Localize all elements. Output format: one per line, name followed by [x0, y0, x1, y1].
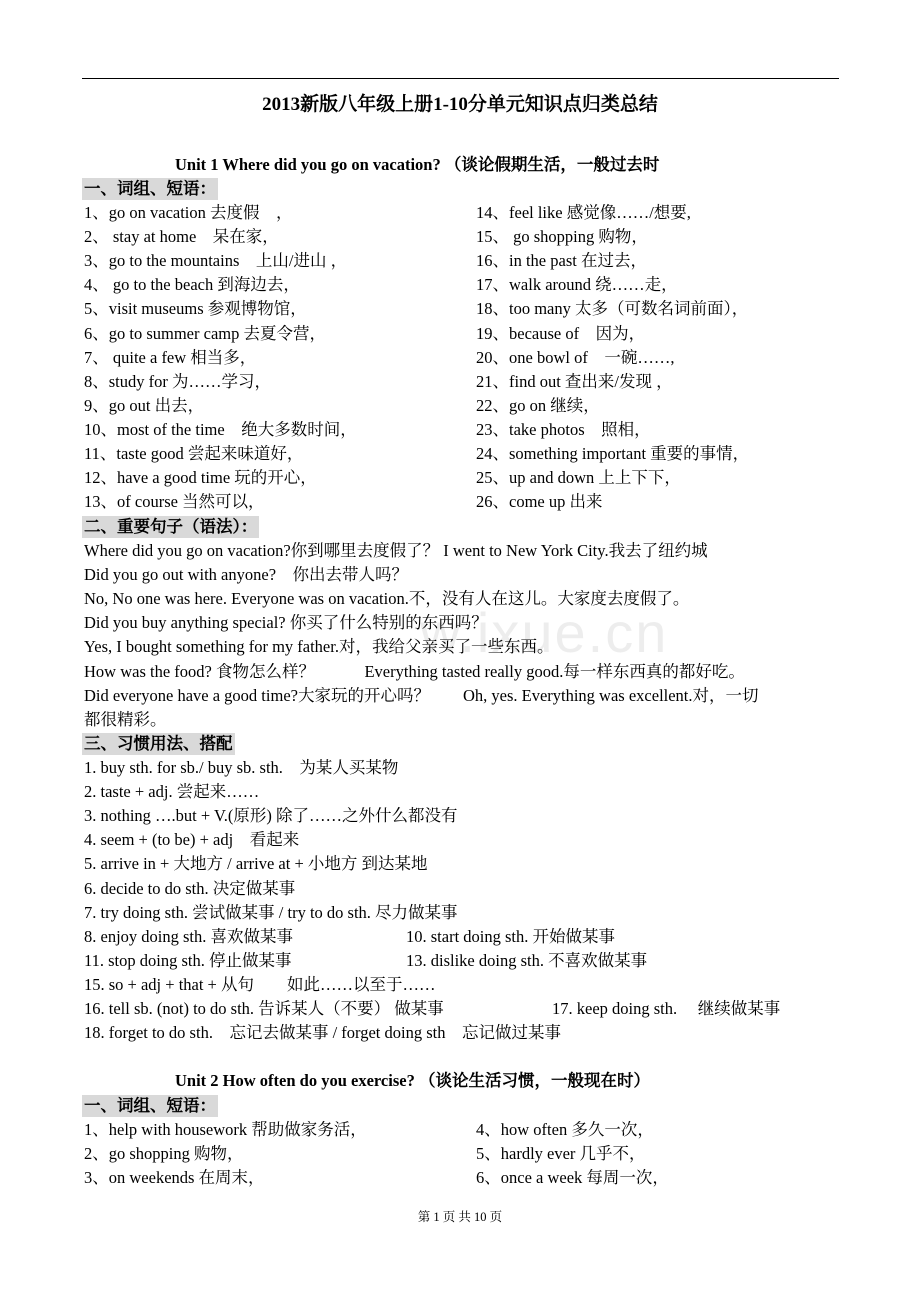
usage-item: 15. so + adj + that + 从句 如此……以至于……: [84, 974, 436, 994]
phrase-item: 3、go to the mountains 上山/进山 ，: [84, 251, 348, 271]
phrase-item: 17、walk around 绕……走，: [476, 275, 678, 295]
usage-item: 7. try doing sth. 尝试做某事 / try to do sth. 尽力做某事: [84, 902, 458, 922]
phrase-item: 21、find out 查出来/发现 ，: [476, 371, 673, 391]
sentence-line: How was the food? 食物怎么样？ Everything tasted really good.每一样东西真的都好吃。: [84, 661, 745, 681]
phrase-item: 15、 go shopping 购物，: [476, 227, 648, 247]
phrase-item: 14、feel like 感觉像……/想要,: [476, 203, 691, 222]
phrase-item: 7、 quite a few 相当多，: [84, 347, 257, 367]
phrase-item: 20、one bowl of 一碗……,: [476, 347, 675, 367]
usage-item: 13. dislike doing sth. 不喜欢做某事: [406, 950, 648, 970]
usage-item: 17. keep doing sth. 继续做某事: [552, 999, 781, 1018]
phrase-item: 2、go shopping 购物，: [84, 1144, 244, 1164]
phrase-item: 6、once a week 每周一次，: [476, 1168, 669, 1188]
phrase-item: 8、study for 为……学习，: [84, 371, 271, 391]
usage-item: 18. forget to do sth. 忘记去做某事 / forget doing sth 忘记做过某事: [84, 1023, 561, 1043]
sentence-line: Did you go out with anyone? 你出去带人吗？: [84, 565, 409, 585]
unit1-section-usages: 三、习惯用法、搭配: [84, 734, 233, 753]
phrase-item: 1、go on vacation 去度假 ，: [84, 203, 293, 222]
usage-item: 16. tell sb. (not) to do sth. 告诉某人（不要） 做某事: [84, 999, 444, 1018]
sentence-line: Did everyone have a good time?大家玩的开心吗？ Oh, yes. Everything was excellent.对，一切: [84, 685, 759, 705]
phrase-item: 1、help with housework 帮助做家务活，: [84, 1120, 367, 1139]
phrase-item: 5、visit museums 参观博物馆，: [84, 299, 307, 319]
phrase-item: 18、too many 太多（可数名词前面），: [476, 299, 749, 319]
sentence-line: Where did you go on vacation?你到哪里去度假了？ I went to New York City.我去了纽约城: [84, 541, 708, 560]
phrase-item: 12、have a good time 玩的开心，: [84, 468, 317, 488]
usage-item: 11. stop doing sth. 停止做某事: [84, 950, 292, 970]
sentence-line: Did you buy anything special? 你买了什么特别的东西吗？: [84, 613, 488, 633]
phrase-item: 11、taste good 尝起来味道好，: [84, 444, 304, 463]
usage-item: 6. decide to do sth. 决定做某事: [84, 878, 296, 898]
sentence-line: No, No one was here. Everyone was on vacation.不，没有人在这儿。大家度去度假了。: [84, 589, 690, 609]
usage-item: 3. nothing ….but + V.(原形) 除了……之外什么都没有: [84, 806, 458, 826]
unit1-section-sentences: 二、重要句子（语法）：: [84, 517, 258, 536]
phrase-item: 16、in the past 在过去，: [476, 251, 647, 271]
document-title: 2013新版八年级上册1-10分单元知识点归类总结: [262, 94, 658, 115]
phrase-item: 6、go to summer camp 去夏令营，: [84, 323, 326, 343]
header-rule: [82, 78, 839, 79]
phrase-item: 10、most of the time 绝大多数时间，: [84, 419, 357, 439]
phrase-item: 2、 stay at home 呆在家，: [84, 227, 279, 247]
phrase-item: 24、something important 重要的事情，: [476, 444, 750, 463]
unit2-title: Unit 2 How often do you exercise? （谈论生活习惯，一般现在时）: [175, 1071, 650, 1090]
usage-item: 4. seem + (to be) + adj 看起来: [84, 830, 300, 850]
phrase-item: 25、up and down 上上下下，: [476, 468, 681, 488]
phrase-item: 3、on weekends 在周末，: [84, 1168, 265, 1188]
usage-item: 1. buy sth. for sb./ buy sb. sth. 为某人买某物: [84, 758, 399, 777]
sentence-line: 都很精彩。: [84, 709, 167, 729]
page-footer: 第 1 页 共 10 页: [417, 1210, 503, 1224]
usage-item: 8. enjoy doing sth. 喜欢做某事: [84, 926, 293, 946]
phrase-item: 23、take photos 照相，: [476, 419, 651, 439]
unit2-section-phrases: 一、词组、短语：: [84, 1096, 216, 1115]
unit1-title: Unit 1 Where did you go on vacation? （谈论假期生活，一般过去时: [175, 155, 660, 174]
phrase-item: 22、go on 继续，: [476, 395, 600, 415]
usage-item: 2. taste + adj. 尝起来……: [84, 782, 260, 802]
phrase-item: 4、how often 多久一次，: [476, 1120, 654, 1139]
unit1-section-phrases: 一、词组、短语：: [84, 179, 216, 198]
phrase-item: 13、of course 当然可以，: [84, 492, 265, 512]
phrase-item: 4、 go to the beach 到海边去，: [84, 275, 300, 295]
sentence-line: Yes, I bought something for my father.对，我给父亲买了一些东西。: [84, 637, 554, 657]
watermark: w.ixue.cn: [420, 601, 669, 664]
phrase-item: 5、hardly ever 几乎不，: [476, 1144, 646, 1164]
phrase-item: 26、come up 出来: [476, 492, 603, 512]
usage-item: 10. start doing sth. 开始做某事: [406, 926, 615, 946]
phrase-item: 19、because of 因为，: [476, 323, 646, 343]
phrase-item: 9、go out 出去，: [84, 395, 205, 415]
usage-item: 5. arrive in + 大地方 / arrive at + 小地方 到达某地: [84, 854, 428, 874]
